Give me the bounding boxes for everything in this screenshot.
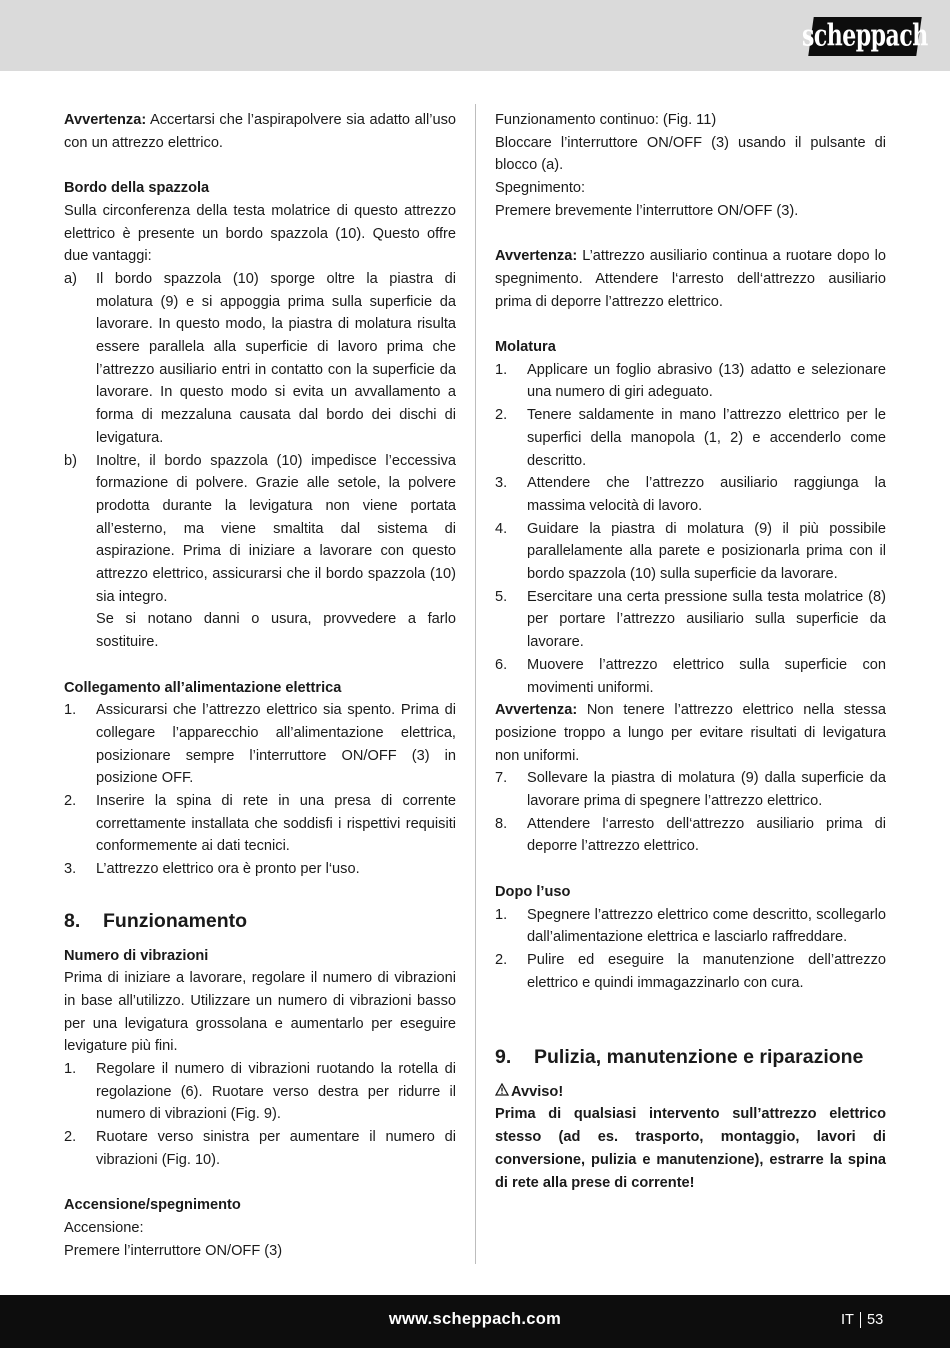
list-item: 4. Guidare la piastra di molatura (9) il più possibile parallelamente alla parete e posizionarla prima con il bordo spazzola (10) sulla superficie da lavorare. (495, 520, 886, 583)
list-item: 8. Attendere l‘arresto dell‘attrezzo ausiliario prima di deporre l’attrezzo elettrico. (495, 815, 886, 855)
page-indicator (841, 1309, 883, 1332)
list-item: 1. Regolare il numero di vibrazioni ruotando la rotella di regolazione (6). Ruotare verso destra per ridurre il numero di vibrazioni (Fig. 9). (64, 1061, 456, 1123)
section-9-title: 9. Pulizia, manutenzione e riparazione (495, 1045, 864, 1068)
list-item: 2. Tenere saldamente in mano l’attrezzo elettrico per le superfici della manopola (1, 2) e accenderlo come descritto. (495, 407, 886, 469)
warning-paragraph: Avvertenza: Accertarsi che l’aspirapolvere sia adatto all’uso con un attrezzo elettrico. (64, 112, 456, 151)
right-column (495, 109, 886, 1194)
notice-text: Prima di qualsiasi intervento sull’attrezzo elettrico stesso (ad es. trasporto, montaggio, lavori di conversione, pulizia e manutenzione), estrarre la spina di rete alla prese di corrente! (495, 1106, 886, 1191)
list-item: b) Inoltre, il bordo spazzola (10) impedisce l’eccessiva formazione di polvere. Grazie alle setole, la polvere prodotta durante la levigatura non viene portata all’esterno, ma viene smaltita dal sistema di aspirazione. Prima di iniziare a lavorare con questo attrezzo elettrico, assicurarsi che il bordo spazzola (10) sia integro. (64, 452, 456, 605)
list-item: 6. Muovere l’attrezzo elettrico sulla superficie con movimenti uniformi. (495, 656, 886, 696)
list-item: 2. Ruotare verso sinistra per aumentare il numero di vibrazioni (Fig. 10). (64, 1129, 456, 1168)
onoff-line: Premere l’interruttore ON/OFF (3) (64, 1242, 283, 1259)
page-number: 53 (866, 1312, 884, 1328)
list-item: a) Il bordo spazzola (10) sporge oltre la piastra di molatura (9) e si appoggia prima sulla superficie da lavorare. In questo modo, la piastra di molatura risulta essere parallela alla superficie di lavoro prima che l’attrezzo ausiliario entri in contatto con la superficie da lavorare. In questo modo si evita un avvallamento a forma di mezzaluna causata dal bordo dei dischi di levigatura. (64, 270, 456, 446)
footer-bar (0, 1295, 950, 1348)
notice-heading: Avviso! (495, 1081, 886, 1104)
list-item: 3. L’attrezzo elettrico ora è pronto per l‘uso. (64, 861, 360, 878)
brush-intro: Sulla circonferenza della testa molatrice di questo attrezzo elettrico è presente un bordo spazzola (10). Questo offre due vantaggi: (64, 202, 456, 265)
sanding-heading: Molatura (495, 339, 556, 355)
list-item: 2. Inserire la spina di rete in una presa di corrente correttamente installata che soddisfi i rispettivi requisiti conformemente ai dati tecnici. (64, 793, 456, 855)
onoff-heading: Accensione/spegnimento (64, 1197, 241, 1214)
warning-paragraph: Avvertenza: Non tenere l’attrezzo elettrico nella stessa posizione troppo a lungo per evitare risultati di levigatura non uniformi. (495, 702, 886, 764)
list-item: 1. Spegnere l’attrezzo elettrico come descritto, scollegarlo dall’alimentazione elettrica e lasciarlo raffreddare. (495, 906, 886, 946)
list-item: 7. Sollevare la piastra di molatura (9) dalla superficie da lavorare prima di spegnere l’attrezzo elettrico. (495, 770, 886, 810)
list-item: 2. Pulire ed eseguire la manutenzione dell’attrezzo elettrico e quindi immagazzinarlo con cura. (495, 951, 886, 991)
warning-paragraph: Avvertenza: L’attrezzo ausiliario continua a ruotare dopo lo spegnimento. Attendere l‘arresto dell‘attrezzo ausiliario prima di deporre l’attrezzo elettrico. (495, 248, 886, 310)
left-column (64, 109, 456, 1262)
page-separator (860, 1312, 861, 1328)
continuous-line: Spegnimento: (495, 180, 586, 197)
list-item: 3. Attendere che l’attrezzo ausiliario raggiunga la massima velocità di lavoro. (495, 475, 886, 514)
brush-heading: Bordo della spazzola (64, 180, 210, 197)
column-divider (475, 104, 476, 1264)
vibration-intro: Prima di iniziare a lavorare, regolare il numero di vibrazioni in base all’utilizzo. Utilizzare un numero di vibrazioni basso per una levigatura grossolana e aumentarlo per eseguire levigature più fini. (64, 970, 456, 1055)
warning-triangle-icon (495, 1081, 511, 1104)
continuous-line: Premere brevemente l’interruttore ON/OFF (3). (495, 202, 799, 219)
continuous-line: Funzionamento continuo: (Fig. 11) (495, 112, 717, 128)
section-8-title: 8. Funzionamento (64, 909, 248, 932)
list-item: 1. Assicurarsi che l’attrezzo elettrico sia spento. Prima di collegare l’apparecchio all’alimentazione elettrica, posizionare sempre l’interruttore ON/OFF (3) in posizione OFF. (64, 702, 456, 787)
website-link[interactable]: www.scheppach.com (388, 1310, 562, 1328)
brand-logo (802, 17, 928, 56)
header-band (0, 0, 950, 71)
after-use-heading: Dopo l’uso (495, 883, 571, 900)
power-heading: Collegamento all’alimentazione elettrica (64, 679, 342, 696)
language-code: IT (841, 1312, 854, 1328)
list-item: 5. Esercitare una certa pressione sulla testa molatrice (8) per portare l’attrezzo ausiliario sulla superficie da lavorare. (495, 588, 886, 651)
onoff-line: Accensione: (64, 1219, 144, 1236)
list-item: 1. Applicare un foglio abrasivo (13) adatto e selezionare una numero di giri adeguato. (495, 361, 886, 401)
vibration-heading: Numero di vibrazioni (64, 947, 209, 964)
brush-extra-note: Se si notano danni o usura, provvedere a farlo sostituire. (96, 611, 456, 651)
continuous-line: Bloccare l’interruttore ON/OFF (3) usando il pulsante di blocco (a). (495, 134, 886, 174)
logo-text: scheppach (802, 18, 928, 54)
